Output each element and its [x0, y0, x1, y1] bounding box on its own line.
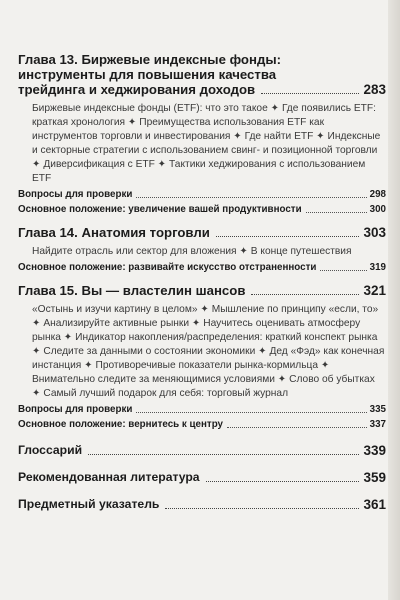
glossary-title: Глоссарий [18, 443, 83, 457]
chapter-15-key-point-page: 337 [369, 419, 386, 430]
chapter-14-page: 303 [363, 225, 386, 240]
literature-entry [18, 470, 386, 485]
dot-leader [206, 481, 360, 482]
dot-leader [227, 427, 367, 428]
chapter-13-key-point [18, 203, 386, 216]
chapter-13-page: 283 [363, 82, 386, 97]
dot-leader [136, 412, 366, 413]
toc-page [18, 52, 386, 512]
chapter-13-title-line1: Глава 13. Биржевые индексные фонды: [18, 52, 281, 67]
chapter-15-key-point [18, 418, 386, 431]
chapter-15-review [18, 403, 386, 416]
chapter-14-key-point [18, 261, 386, 274]
index-page: 361 [363, 497, 386, 512]
chapter-14-key-point-label: Основное положение: развивайте искусство отстраненности [18, 262, 317, 273]
chapter-15-review-page: 335 [369, 404, 386, 415]
chapter-13-topics: Биржевые индексные фонды (ETF): что это такое ✦ Где появились ETF: краткая хронология ✦ Преимущества использования ETF как инструментов торговли и инвестирования ✦ Где найти ETF ✦ Индексные и секторные стратегии с использованием свинг- и позиционной торговли ✦ Диверсификация с ETF ✦ Тактики хеджирования с использованием ETF [32, 103, 381, 184]
chapter-15-topics: «Остынь и изучи картину в целом» ✦ Мышление по принципу «если, то» ✦ Анализируйте активные рынки ✦ Научитесь оценивать атмосферу рынка ✦ Индикатор накопления/распределения: краткий конспект рынка ✦ Следите за данными о состоянии экономики ✦ Дед «Фэд» как конечная инстанция ✦ Противоречивые показатели рынка-кормильца ✦ Внимательно следите за меняющимися условиями ✦ Слово об убытках ✦ Самый лучший подарок для себя: торговый журнал [32, 304, 385, 399]
index-entry [18, 497, 386, 512]
chapter-15-review-label: Вопросы для проверки [18, 404, 133, 415]
dot-leader [165, 508, 359, 509]
chapter-13-title-line3: трейдинга и хеджирования доходов [18, 82, 256, 97]
chapter-15-title: Глава 15. Вы — властелин шансов [18, 283, 246, 298]
index-title: Предметный указатель [18, 497, 160, 511]
page-edge [388, 0, 400, 600]
chapter-14-topics: Найдите отрасль или сектор для вложения ✦ В конце путешествия [32, 246, 352, 257]
chapter-14 [18, 225, 386, 274]
literature-page: 359 [363, 470, 386, 485]
chapter-15 [18, 283, 386, 431]
chapter-13 [18, 52, 386, 216]
dot-leader [261, 93, 359, 94]
dot-leader [306, 212, 367, 213]
chapter-15-key-point-label: Основное положение: вернитесь к центру [18, 419, 224, 430]
literature-title: Рекомендованная литература [18, 470, 200, 484]
chapter-14-title: Глава 14. Анатомия торговли [18, 225, 210, 240]
dot-leader [136, 197, 366, 198]
chapter-13-key-point-label: Основное положение: увеличение вашей продуктивности [18, 204, 302, 215]
chapter-13-title-line2: инструменты для повышения качества [18, 67, 277, 82]
chapter-15-page: 321 [363, 283, 386, 298]
chapter-13-review [18, 188, 386, 201]
dot-leader [216, 236, 360, 237]
chapter-13-key-point-page: 300 [369, 204, 386, 215]
dot-leader [251, 294, 359, 295]
chapter-13-review-page: 298 [369, 189, 386, 200]
chapter-13-review-label: Вопросы для проверки [18, 189, 133, 200]
dot-leader [88, 454, 359, 455]
glossary-page: 339 [363, 443, 386, 458]
chapter-14-key-point-page: 319 [369, 262, 386, 273]
dot-leader [320, 270, 366, 271]
glossary-entry [18, 443, 386, 458]
